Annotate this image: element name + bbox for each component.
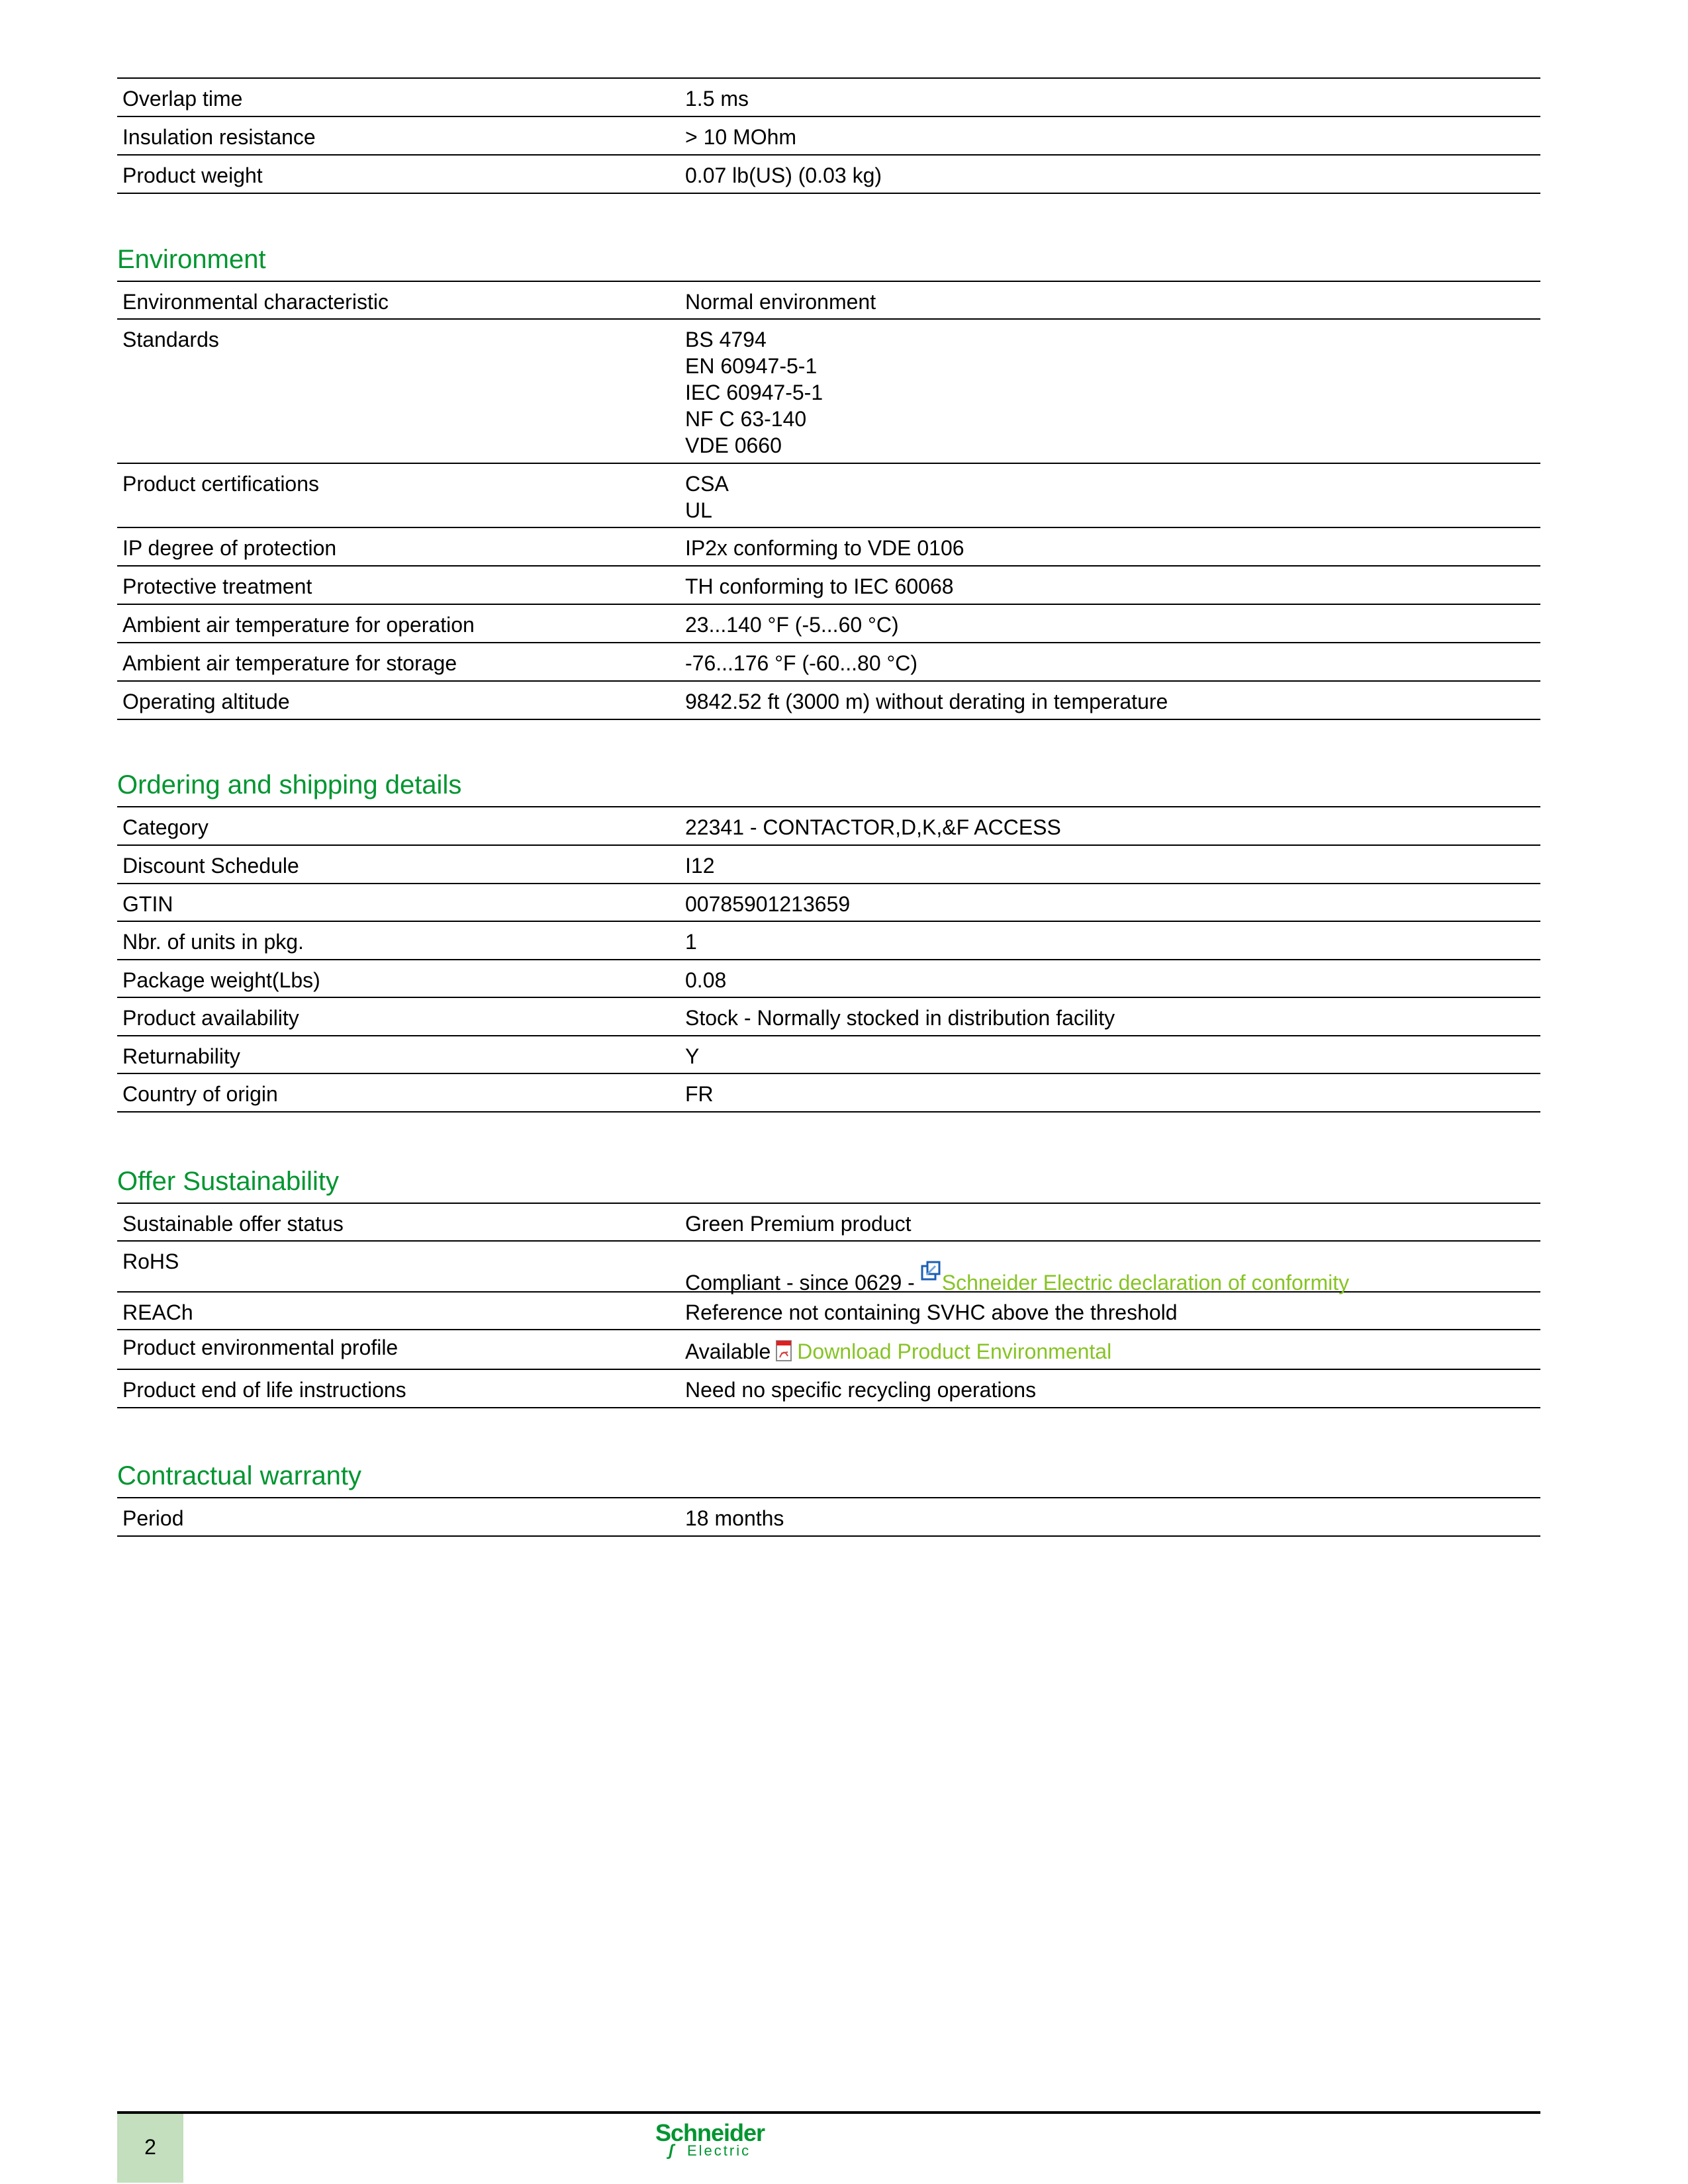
row-label: Returnability	[122, 1044, 240, 1068]
row-value: 9842.52 ft (3000 m) without derating in temperature	[685, 690, 1168, 713]
spec-table-ordering	[117, 806, 1540, 1113]
table-row	[117, 605, 1540, 643]
row-value: Reference not containing SVHC above the threshold	[685, 1300, 1178, 1324]
table-row	[117, 1074, 1540, 1113]
row-label: RoHS	[122, 1250, 179, 1273]
row-label: Ambient air temperature for storage	[122, 651, 457, 675]
table-row	[117, 922, 1540, 960]
table-row	[117, 1293, 1540, 1330]
row-value: Green Premium product	[685, 1212, 912, 1236]
row-value: Y	[685, 1044, 700, 1068]
download-environmental-profile-link[interactable]: Download Product Environmental	[797, 1340, 1112, 1363]
row-value: 1	[685, 930, 697, 954]
row-label: Discount Schedule	[122, 854, 299, 878]
row-value: Need no specific recycling operations	[685, 1378, 1037, 1402]
standard-item: VDE 0660	[685, 433, 782, 457]
pdf-icon[interactable]	[776, 1340, 792, 1361]
table-row	[117, 156, 1540, 194]
row-value: IP2x conforming to VDE 0106	[685, 536, 964, 560]
row-label: Nbr. of units in pkg.	[122, 930, 304, 954]
row-label: REACh	[122, 1300, 193, 1324]
row-label: Package weight(Lbs)	[122, 968, 320, 992]
spec-table-sustainability	[117, 1203, 1540, 1408]
row-label: Protective treatment	[122, 574, 312, 598]
standard-item: NF C 63-140	[685, 407, 807, 431]
row-value: -76...176 °F (-60...80 °C)	[685, 651, 918, 675]
table-row	[117, 1036, 1540, 1074]
spec-table-environment	[117, 281, 1540, 720]
section-heading: Environment	[117, 245, 266, 274]
standard-item: EN 60947-5-1	[685, 354, 818, 378]
row-label: GTIN	[122, 892, 173, 916]
spec-table-electrical	[117, 77, 1540, 194]
row-label: Product certifications	[122, 472, 320, 496]
row-value	[685, 1260, 1349, 1296]
row-value: 0.08	[685, 968, 727, 992]
certification-item: UL	[685, 498, 712, 522]
declaration-of-conformity-link[interactable]: Schneider Electric declaration of conformity	[941, 1271, 1350, 1295]
table-row	[117, 1204, 1540, 1242]
table-row	[117, 643, 1540, 682]
table-row	[117, 79, 1540, 117]
table-row	[117, 682, 1540, 720]
row-value: Normal environment	[685, 290, 876, 314]
table-row	[117, 320, 1540, 464]
table-row	[117, 282, 1540, 320]
row-label: Product availability	[122, 1006, 299, 1030]
certification-item: CSA	[685, 472, 729, 496]
row-value	[685, 1338, 1111, 1365]
row-value	[685, 326, 823, 459]
row-label: Standards	[122, 328, 219, 351]
row-label: Insulation resistance	[122, 125, 316, 149]
row-value: TH conforming to IEC 60068	[685, 574, 954, 598]
external-link-icon[interactable]	[921, 1260, 941, 1280]
logo-symbol-icon: ʃ	[669, 2142, 674, 2160]
footer-divider	[117, 2111, 1540, 2114]
rohs-status: Compliant - since 0629 -	[685, 1271, 921, 1295]
row-label: Category	[122, 815, 209, 839]
row-value: 0.07 lb(US) (0.03 kg)	[685, 163, 882, 187]
row-label: Environmental characteristic	[122, 290, 389, 314]
row-label: Country of origin	[122, 1082, 278, 1106]
table-row	[117, 567, 1540, 605]
section-heading: Ordering and shipping details	[117, 770, 462, 799]
schneider-electric-logo	[655, 2121, 778, 2161]
row-label: Period	[122, 1506, 184, 1530]
table-row	[117, 464, 1540, 528]
table-row	[117, 117, 1540, 156]
row-value: 23...140 °F (-5...60 °C)	[685, 613, 899, 637]
table-row	[117, 807, 1540, 846]
table-row	[117, 846, 1540, 884]
table-row	[117, 1242, 1540, 1293]
table-row	[117, 528, 1540, 567]
row-value: 18 months	[685, 1506, 784, 1530]
row-label: Operating altitude	[122, 690, 290, 713]
page-number: 2	[144, 2135, 156, 2159]
logo-wordmark-bottom: Electric	[687, 2142, 751, 2159]
row-value: > 10 MOhm	[685, 125, 797, 149]
table-row	[117, 1330, 1540, 1370]
row-label: Product weight	[122, 163, 263, 187]
row-label: Product environmental profile	[122, 1336, 399, 1359]
row-value: 1.5 ms	[685, 87, 749, 111]
row-value: I12	[685, 854, 715, 878]
row-value: 00785901213659	[685, 892, 851, 916]
row-label: Overlap time	[122, 87, 243, 111]
row-value: 22341 - CONTACTOR,D,K,&F ACCESS	[685, 815, 1061, 839]
page-number-box	[117, 2114, 183, 2183]
row-label: Product end of life instructions	[122, 1378, 406, 1402]
spec-table-warranty	[117, 1497, 1540, 1537]
table-row	[117, 1370, 1540, 1408]
section-heading: Contractual warranty	[117, 1461, 362, 1490]
table-row	[117, 884, 1540, 922]
row-label: Sustainable offer status	[122, 1212, 344, 1236]
row-label: IP degree of protection	[122, 536, 337, 560]
row-label: Ambient air temperature for operation	[122, 613, 475, 637]
standard-item: IEC 60947-5-1	[685, 381, 823, 404]
table-row	[117, 998, 1540, 1036]
standard-item: BS 4794	[685, 328, 767, 351]
logo-wordmark-top: Schneider	[655, 2119, 765, 2146]
table-row	[117, 1498, 1540, 1537]
table-row	[117, 960, 1540, 998]
row-value: FR	[685, 1082, 714, 1106]
row-value: Stock - Normally stocked in distribution facility	[685, 1006, 1115, 1030]
section-heading: Offer Sustainability	[117, 1167, 339, 1196]
profile-status: Available	[685, 1340, 771, 1363]
row-value	[685, 471, 729, 523]
